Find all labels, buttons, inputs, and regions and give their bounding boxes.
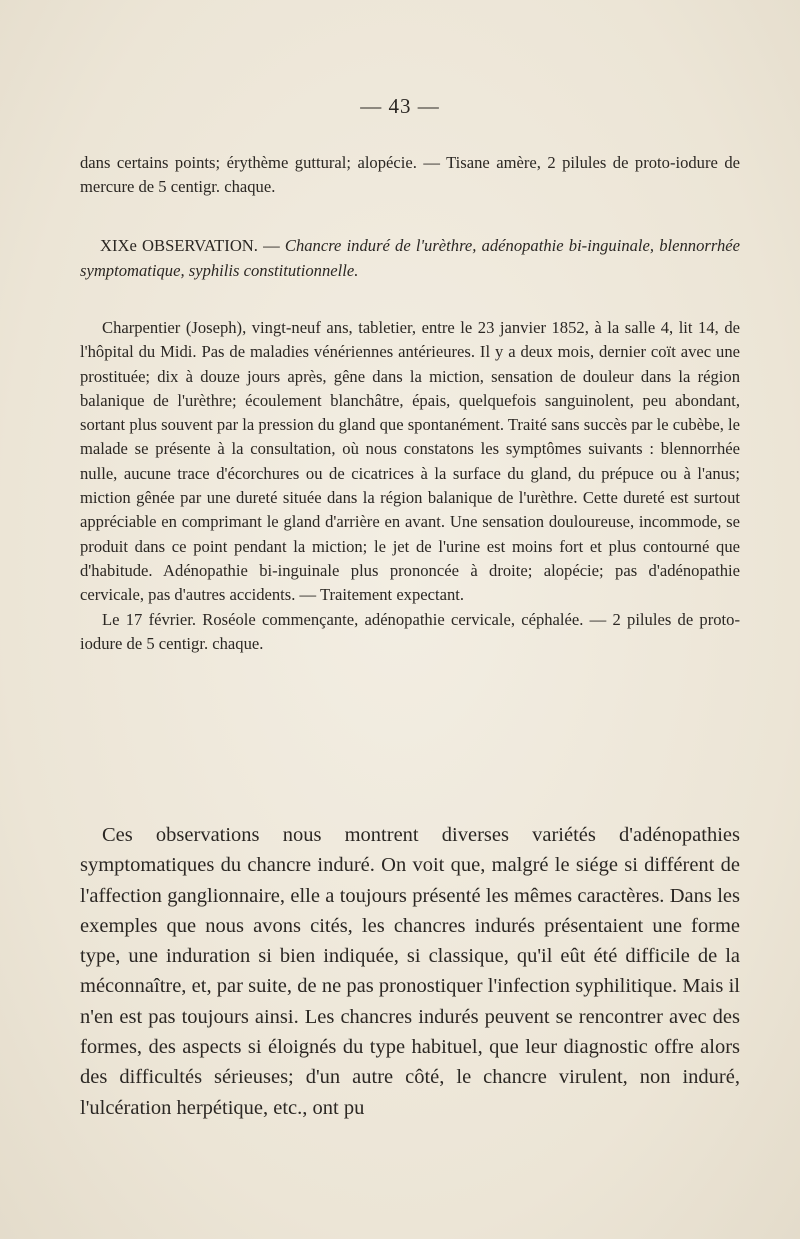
observation-title-block	[80, 234, 740, 283]
observation-heading: XIXe OBSERVATION.	[100, 236, 258, 255]
observation-subtitle: Chancre induré de l'urèthre, adénopathie bi-inguinale, blennorrhée symptomatique, syphilis constitutionnelle.	[80, 236, 741, 280]
discussion-block	[80, 820, 740, 1123]
case-paragraph: Charpentier (Joseph), vingt-neuf ans, tabletier, entre le 23 janvier 1852, à la salle 4, lit 14, de l'hôpital du Midi. Pas de maladies vénériennes antérieures. Il y a deux mois, dernier coït avec une prostituée; dix à douze jours après, gêne dans la miction, sensation de douleur dans la région balanique de l'urèthre; écoulement blanchâtre, épais, quelquefois sanguinolent, peu abondant, sortant plus souvent par la pression du gland que spontanément. Traité sans succès par le cubèbe, le malade se présente à la consultation, où nous constatons les symptômes suivants : blennorrhée nulle, aucune trace d'écorchures ou de cicatrices à la surface du gland, du prépuce ou à l'anus; miction gênée par une dureté située dans la région balanique de l'urèthre. Cette dureté est surtout appréciable en comprimant le gland d'arrière en avant. Une sensation douloureuse, incommode, se produit dans ce point pendant la miction; le jet de l'urine est moins fort et plus contourné que d'habitude. Adénopathie bi-inguinale plus prononcée à droite; alopécie; pas d'adénopathie cervicale, pas d'autres accidents. — Traitement expectant.	[80, 318, 740, 605]
page-number: — 43 —	[360, 94, 440, 118]
intro-block	[80, 151, 740, 200]
observation-title	[80, 234, 740, 283]
case-block	[80, 316, 740, 656]
intro-paragraph: dans certains points; érythème guttural; alopécie. — Tisane amère, 2 pilules de proto-iodure de mercure de 5 centigr. chaque.	[80, 153, 740, 197]
observation-dash: —	[257, 236, 285, 255]
followup-paragraph: Le 17 février. Roséole commençante, adénopathie cervicale, céphalée. — 2 pilules de proto-iodure de 5 centigr. chaque.	[80, 609, 740, 653]
discussion-paragraph: Ces observations nous montrent diverses variétés d'adénopathies symptomatiques du chancre induré. On voit que, malgré le siége si différent de l'affection ganglionnaire, elle a toujours présenté les mêmes caractères. Dans les exemples que nous avons cités, les chancres indurés présentaient une forme type, une induration si bien indiquée, si classique, qu'il eût été difficile de la méconnaître, et, par suite, de ne pas pronostiquer l'infection syphilitique. Mais il n'en est pas toujours ainsi. Les chancres indurés peuvent se rencontrer avec des formes, des aspects si éloignés du type habituel, que leur diagnostic offre alors des difficultés sérieuses; d'un autre côté, le chancre virulent, non induré, l'ulcération herpétique, etc., ont pu	[80, 824, 740, 1119]
